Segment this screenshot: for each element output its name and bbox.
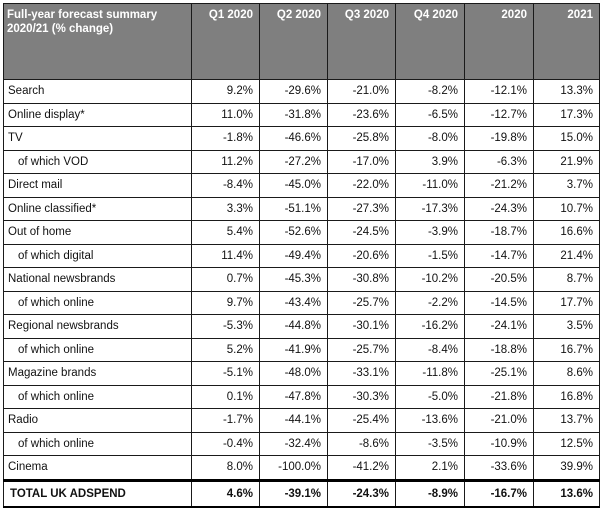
row-value: 11.4% — [192, 244, 260, 268]
row-value: -20.6% — [328, 244, 396, 268]
row-value: -48.0% — [260, 362, 328, 386]
row-value: 0.1% — [192, 385, 260, 409]
row-value: -24.5% — [328, 221, 396, 245]
column-header: Q3 2020 — [328, 4, 396, 80]
row-value: -46.6% — [260, 127, 328, 151]
row-label: of which online — [4, 291, 192, 315]
total-value: 4.6% — [192, 480, 260, 507]
row-value: 3.5% — [534, 315, 600, 339]
row-value: -45.0% — [260, 174, 328, 198]
row-value: 8.0% — [192, 456, 260, 481]
table-row — [4, 127, 600, 151]
row-label: Regional newsbrands — [4, 315, 192, 339]
table-body — [4, 80, 600, 507]
row-value: -27.2% — [260, 150, 328, 174]
row-value: -6.3% — [465, 150, 534, 174]
total-value: -24.3% — [328, 480, 396, 507]
column-header: Q4 2020 — [396, 4, 465, 80]
row-label: National newsbrands — [4, 268, 192, 292]
row-value: 39.9% — [534, 456, 600, 481]
row-value: 17.7% — [534, 291, 600, 315]
row-value: -43.4% — [260, 291, 328, 315]
row-value: 21.9% — [534, 150, 600, 174]
total-value: -8.9% — [396, 480, 465, 507]
row-value: -5.1% — [192, 362, 260, 386]
table-row — [4, 150, 600, 174]
row-value: -14.7% — [465, 244, 534, 268]
row-value: -44.8% — [260, 315, 328, 339]
row-value: -47.8% — [260, 385, 328, 409]
row-value: 3.7% — [534, 174, 600, 198]
row-value: -20.5% — [465, 268, 534, 292]
table-row — [4, 103, 600, 127]
row-value: -3.9% — [396, 221, 465, 245]
row-value: -17.0% — [328, 150, 396, 174]
table-row — [4, 80, 600, 104]
row-value: -25.4% — [328, 409, 396, 433]
row-value: -22.0% — [328, 174, 396, 198]
table-row — [4, 291, 600, 315]
row-value: -27.3% — [328, 197, 396, 221]
row-value: -45.3% — [260, 268, 328, 292]
table-row — [4, 174, 600, 198]
row-value: 17.3% — [534, 103, 600, 127]
total-row — [4, 480, 600, 507]
row-value: 5.4% — [192, 221, 260, 245]
row-value: -21.2% — [465, 174, 534, 198]
row-value: -23.6% — [328, 103, 396, 127]
row-value: -33.1% — [328, 362, 396, 386]
row-value: 13.7% — [534, 409, 600, 433]
row-value: -6.5% — [396, 103, 465, 127]
row-label: of which digital — [4, 244, 192, 268]
row-value: -31.8% — [260, 103, 328, 127]
row-value: 21.4% — [534, 244, 600, 268]
row-value: -21.0% — [328, 80, 396, 104]
row-value: -30.8% — [328, 268, 396, 292]
row-value: -18.8% — [465, 338, 534, 362]
table-row — [4, 315, 600, 339]
row-value: 8.7% — [534, 268, 600, 292]
row-value: -24.3% — [465, 197, 534, 221]
row-label: Search — [4, 80, 192, 104]
row-label: Magazine brands — [4, 362, 192, 386]
row-value: -8.0% — [396, 127, 465, 151]
row-value: -8.4% — [396, 338, 465, 362]
column-header: 2021 — [534, 4, 600, 80]
row-value: -12.1% — [465, 80, 534, 104]
table-row — [4, 221, 600, 245]
column-header: Q1 2020 — [192, 4, 260, 80]
row-value: 3.9% — [396, 150, 465, 174]
table-row — [4, 197, 600, 221]
row-value: -8.2% — [396, 80, 465, 104]
total-value: -39.1% — [260, 480, 328, 507]
table-row — [4, 409, 600, 433]
row-value: -30.1% — [328, 315, 396, 339]
row-value: 3.3% — [192, 197, 260, 221]
row-value: -10.2% — [396, 268, 465, 292]
row-value: -13.6% — [396, 409, 465, 433]
table-row — [4, 385, 600, 409]
row-label: of which VOD — [4, 150, 192, 174]
row-value: -1.8% — [192, 127, 260, 151]
row-value: -21.8% — [465, 385, 534, 409]
row-value: -21.0% — [465, 409, 534, 433]
row-value: -25.7% — [328, 338, 396, 362]
row-value: -100.0% — [260, 456, 328, 481]
row-value: -44.1% — [260, 409, 328, 433]
row-label: Radio — [4, 409, 192, 433]
table-row — [4, 432, 600, 456]
row-value: 16.8% — [534, 385, 600, 409]
row-value: -51.1% — [260, 197, 328, 221]
row-value: -14.5% — [465, 291, 534, 315]
row-value: -8.6% — [328, 432, 396, 456]
row-value: 0.7% — [192, 268, 260, 292]
row-value: 9.7% — [192, 291, 260, 315]
row-value: -5.0% — [396, 385, 465, 409]
row-value: -33.6% — [465, 456, 534, 481]
row-label: Cinema — [4, 456, 192, 481]
row-value: -25.7% — [328, 291, 396, 315]
row-value: -0.4% — [192, 432, 260, 456]
row-value: 8.6% — [534, 362, 600, 386]
row-value: 16.6% — [534, 221, 600, 245]
row-label: Online classified* — [4, 197, 192, 221]
row-label: Online display* — [4, 103, 192, 127]
row-value: -32.4% — [260, 432, 328, 456]
row-value: -10.9% — [465, 432, 534, 456]
row-value: 15.0% — [534, 127, 600, 151]
row-value: -30.3% — [328, 385, 396, 409]
table-title: Full-year forecast summary 2020/21 (% change) — [4, 4, 192, 80]
column-header: Q2 2020 — [260, 4, 328, 80]
row-value: -1.5% — [396, 244, 465, 268]
row-label: of which online — [4, 385, 192, 409]
row-value: -24.1% — [465, 315, 534, 339]
row-label: of which online — [4, 432, 192, 456]
row-label: Out of home — [4, 221, 192, 245]
table-row — [4, 244, 600, 268]
row-value: -3.5% — [396, 432, 465, 456]
row-value: -25.8% — [328, 127, 396, 151]
table-row — [4, 338, 600, 362]
row-value: -5.3% — [192, 315, 260, 339]
row-value: 5.2% — [192, 338, 260, 362]
row-value: 11.2% — [192, 150, 260, 174]
row-value: 11.0% — [192, 103, 260, 127]
row-value: -25.1% — [465, 362, 534, 386]
row-value: -2.2% — [396, 291, 465, 315]
total-label: TOTAL UK ADSPEND — [4, 480, 192, 507]
row-value: 13.3% — [534, 80, 600, 104]
table-row — [4, 268, 600, 292]
row-value: -11.8% — [396, 362, 465, 386]
forecast-table — [3, 3, 600, 508]
total-value: 13.6% — [534, 480, 600, 507]
header-row — [4, 4, 600, 80]
row-value: 16.7% — [534, 338, 600, 362]
row-value: 2.1% — [396, 456, 465, 481]
row-value: -8.4% — [192, 174, 260, 198]
table-row — [4, 456, 600, 481]
row-value: -1.7% — [192, 409, 260, 433]
row-value: -17.3% — [396, 197, 465, 221]
row-value: -12.7% — [465, 103, 534, 127]
row-label: of which online — [4, 338, 192, 362]
row-value: -16.2% — [396, 315, 465, 339]
row-value: -19.8% — [465, 127, 534, 151]
row-value: -49.4% — [260, 244, 328, 268]
row-value: 12.5% — [534, 432, 600, 456]
table-row — [4, 362, 600, 386]
row-value: -41.9% — [260, 338, 328, 362]
row-value: -11.0% — [396, 174, 465, 198]
total-value: -16.7% — [465, 480, 534, 507]
row-value: -52.6% — [260, 221, 328, 245]
row-value: -29.6% — [260, 80, 328, 104]
row-label: TV — [4, 127, 192, 151]
row-value: -41.2% — [328, 456, 396, 481]
row-value: 10.7% — [534, 197, 600, 221]
row-value: -18.7% — [465, 221, 534, 245]
row-value: 9.2% — [192, 80, 260, 104]
row-label: Direct mail — [4, 174, 192, 198]
column-header: 2020 — [465, 4, 534, 80]
